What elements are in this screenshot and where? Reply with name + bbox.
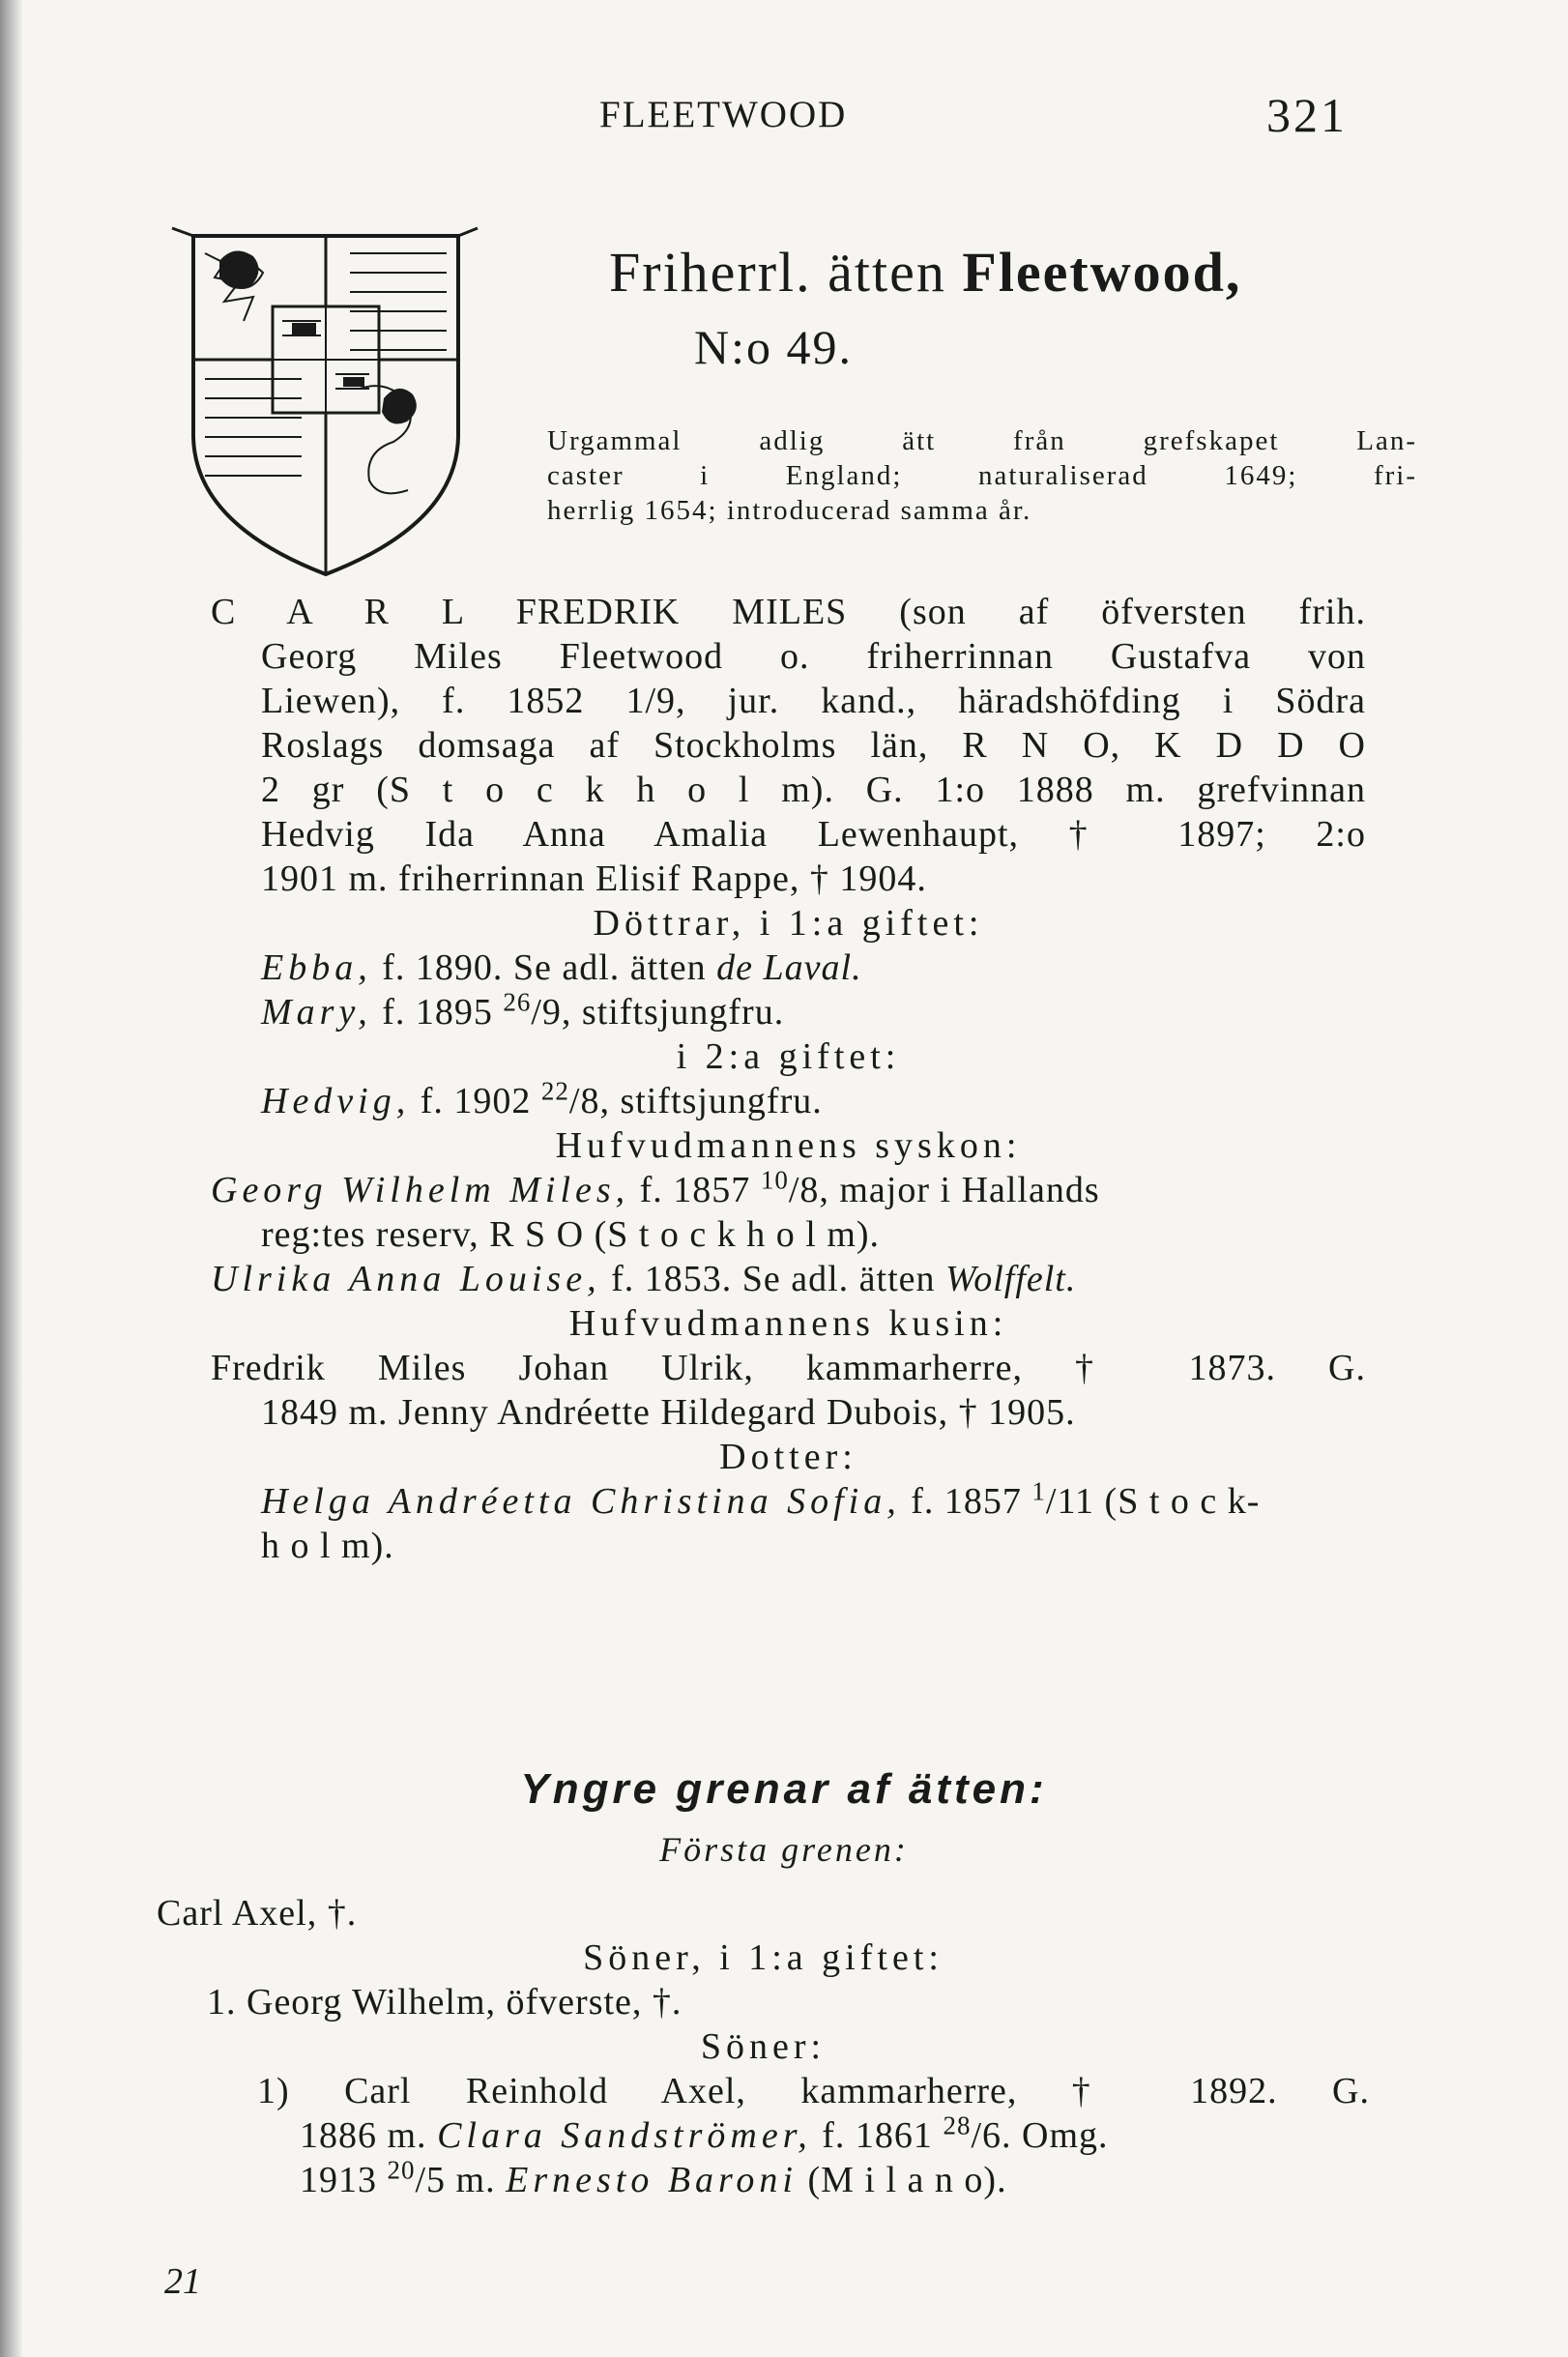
entry-line: Georg Miles Fleetwood o. friherrinnan Gustafva von bbox=[261, 636, 1366, 677]
grandsons-heading: Söner: bbox=[700, 2026, 827, 2067]
running-title: FLEETWOOD bbox=[599, 94, 848, 135]
date-day: 20 bbox=[387, 2155, 416, 2185]
first-branch-heading: Första grenen: bbox=[659, 1830, 909, 1869]
cousin-heading: Hufvudmannens kusin: bbox=[568, 1303, 1008, 1344]
person-text: f. 1857 bbox=[629, 1170, 761, 1210]
grandson-entry: 1) Carl Reinhold Axel, kammarherre, † 1892. G. bbox=[257, 2071, 1370, 2111]
sibling-georg bbox=[211, 1165, 1366, 1212]
daughter-ebba bbox=[211, 946, 1366, 990]
entry-text: 1886 m. bbox=[300, 2115, 438, 2156]
printer-signature: 21 bbox=[164, 2261, 201, 2302]
sons-heading: Söner, i 1:a giftet: bbox=[583, 1937, 944, 1978]
person-text-rest: /11 (S t o c k- bbox=[1045, 1481, 1261, 1522]
person-text: f. 1857 bbox=[900, 1481, 1032, 1522]
person-name: Helga Andréetta Christina Sofia, bbox=[261, 1481, 901, 1522]
family-history bbox=[547, 423, 1417, 528]
siblings-heading: Hufvudmannens syskon: bbox=[555, 1125, 1022, 1166]
first-branch-entries bbox=[157, 1891, 1370, 2202]
entry-line: Liewen), f. 1852 1/9, jur. kand., häradshöfding i Södra bbox=[261, 681, 1366, 721]
entry-line: C A R L FREDRIK MILES (son af öfversten frih. bbox=[211, 592, 1366, 632]
family-reference: Wolffelt. bbox=[945, 1259, 1077, 1299]
person-text: f. 1853. Se adl. ätten bbox=[600, 1259, 946, 1299]
daughters-heading: Döttrar, i 1:a giftet: bbox=[593, 903, 984, 944]
person-text-rest: /8, stiftsjungfru. bbox=[568, 1081, 823, 1121]
entry-text: f. 1861 bbox=[811, 2115, 944, 2156]
history-line: Urgammal adlig ätt från grefskapet Lan- bbox=[547, 425, 1417, 456]
entry-line: 1901 m. friherrinnan Elisif Rappe, † 1904. bbox=[261, 858, 927, 899]
page-number: 321 bbox=[1266, 88, 1348, 142]
entry-line: 2 gr (S t o c k h o l m). G. 1:o 1888 m. grefvinnan bbox=[261, 770, 1366, 810]
family-number: N:o 49. bbox=[694, 320, 853, 374]
person-name: Hedvig, bbox=[261, 1081, 411, 1121]
daughter-hedvig bbox=[211, 1076, 1366, 1123]
sibling-ulrika bbox=[211, 1257, 1366, 1301]
cousin-daughter-helga bbox=[211, 1476, 1366, 1524]
daughter-heading: Dotter: bbox=[719, 1437, 857, 1477]
page-binding-shadow bbox=[0, 0, 23, 2357]
person-name: Georg Wilhelm Miles, bbox=[211, 1170, 630, 1210]
date-day: 1 bbox=[1031, 1476, 1046, 1506]
branch-founder: Carl Axel, †. bbox=[157, 1893, 358, 1934]
person-text: f. 1890. Se adl. ätten bbox=[371, 947, 717, 988]
date-day: 28 bbox=[943, 2110, 972, 2140]
cousin-line: 1849 m. Jenny Andréette Hildegard Dubois, † 1905. bbox=[261, 1392, 1076, 1433]
cousin-line: Fredrik Miles Johan Ulrik, kammarherre, † 1873. G. bbox=[211, 1348, 1366, 1388]
date-day: 22 bbox=[540, 1076, 569, 1106]
entry-line: Roslags domsaga af Stockholms län, R N O, K D D O bbox=[261, 725, 1366, 766]
person-text: f. 1902 bbox=[410, 1081, 541, 1121]
younger-branches-heading: Yngre grenar af ätten: bbox=[520, 1765, 1048, 1813]
person-name: Mary, bbox=[261, 992, 372, 1033]
date-day: 26 bbox=[503, 987, 532, 1017]
grandson-entry-line3 bbox=[157, 2155, 1370, 2202]
date-day: 10 bbox=[760, 1165, 789, 1195]
history-line: herrlig 1654; introducerad samma år. bbox=[547, 495, 1032, 526]
entry-text: /5 m. bbox=[415, 2160, 507, 2200]
sibling-georg-line2: reg:tes reserv, R S O (S t o c k h o l m). bbox=[261, 1214, 881, 1255]
person-text: f. 1895 bbox=[371, 992, 504, 1033]
entry-text: (M i l a n o). bbox=[797, 2160, 1007, 2200]
person-text-rest: /9, stiftsjungfru. bbox=[531, 992, 785, 1033]
page-header bbox=[0, 88, 1568, 151]
person-name: Clara Sandströmer, bbox=[437, 2115, 812, 2156]
family-reference: de Laval. bbox=[716, 947, 862, 988]
family-name: Fleetwood, bbox=[962, 241, 1242, 304]
son-entry: 1. Georg Wilhelm, öfverste, †. bbox=[207, 1982, 682, 2022]
entry-text: /6. Omg. bbox=[971, 2115, 1109, 2156]
person-name: Ebba, bbox=[261, 947, 372, 988]
cousin-daughter-line2: h o l m). bbox=[261, 1526, 394, 1566]
person-name: Ulrika Anna Louise, bbox=[211, 1259, 601, 1299]
family-title-prefix: Friherrl. ätten bbox=[609, 241, 946, 304]
entry-text: 1913 bbox=[300, 2160, 388, 2200]
head-of-family-entry bbox=[211, 590, 1366, 1568]
person-text-rest: /8, major i Hallands bbox=[788, 1170, 1100, 1210]
coat-of-arms-image bbox=[166, 215, 485, 582]
history-line: caster i England; naturaliserad 1649; fri- bbox=[547, 460, 1417, 491]
person-name: Ernesto Baroni bbox=[506, 2160, 798, 2200]
entry-line: Hedvig Ida Anna Amalia Lewenhaupt, † 1897; 2:o bbox=[261, 814, 1366, 855]
second-marriage-heading: i 2:a giftet: bbox=[676, 1036, 901, 1077]
family-title bbox=[609, 240, 1241, 305]
grandson-entry-line2 bbox=[157, 2110, 1370, 2158]
daughter-mary bbox=[211, 987, 1366, 1034]
